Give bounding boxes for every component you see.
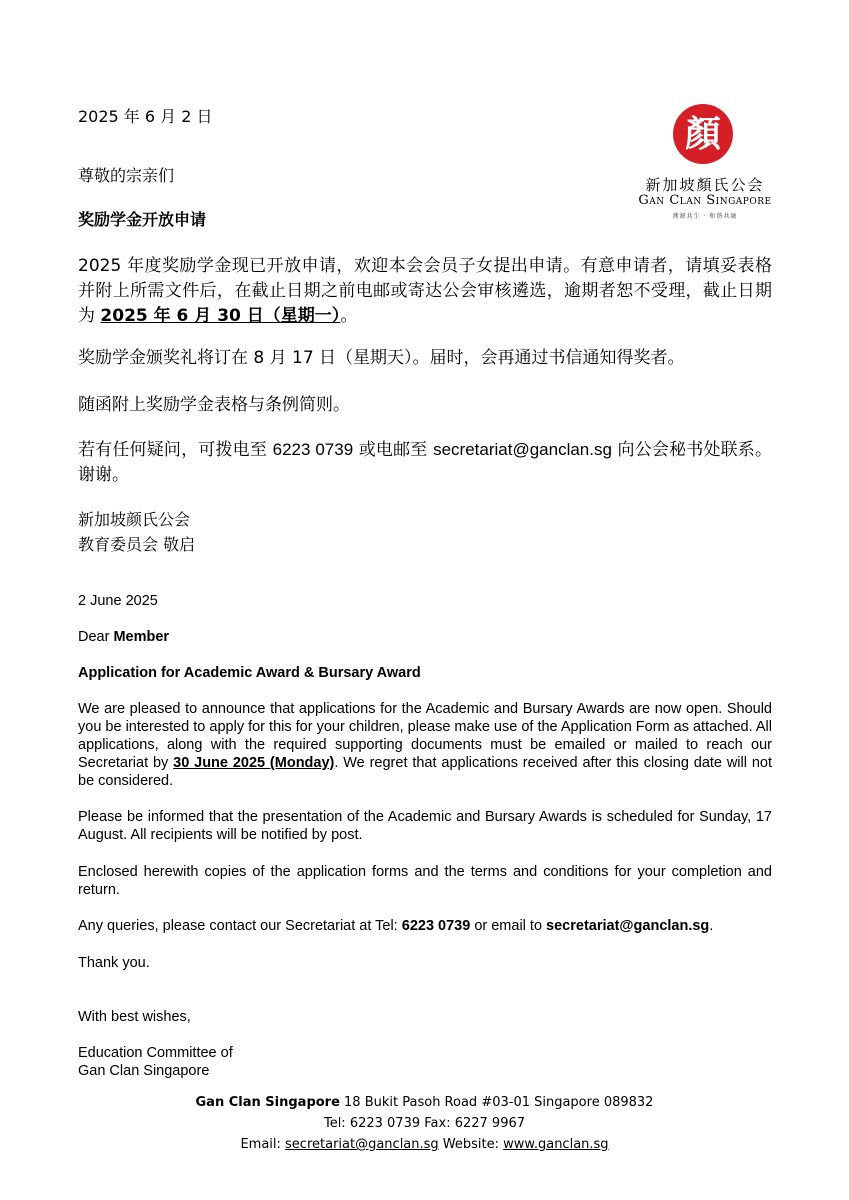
en-paragraph-3: Enclosed herewith copies of the application forms and the terms and conditions for your completion and return. [78,864,772,898]
footer [0,1092,849,1155]
cn-email: secretariat@ganclan.sg [433,440,612,459]
en-p4-a: Any queries, please contact our Secretariat at Tel: [78,918,402,934]
footer-email-label: Email: [240,1137,286,1152]
cn-paragraph-3: 随函附上奖励学金表格与条例简则。 [78,395,350,415]
cn-p1-end: 。 [340,306,358,326]
en-dear: Dear [78,629,114,645]
logo-motto: 溯源共生 · 和谐共融 [672,213,738,220]
cn-p4-c: 向公会秘书处联系。谢谢。 [78,440,772,485]
cn-signature-committee: 教育委员会 敬启 [78,535,196,554]
en-p1-text: We are pleased to announce that applications for the Academic and Bursary Awards are now open. Should you be interested to apply for this for your children, please make use of the Application Form as attached. All applications, along with the required supporting documents must be emailed or mailed to reach our Secretariat by [78,701,772,771]
cn-date: 2025 年 6 月 2 日 [78,107,213,126]
cn-p4-b: 或电邮至 [353,440,434,460]
cn-signature-org: 新加坡颜氏公会 [78,510,191,529]
footer-address: 18 Bukit Pasoh Road #03-01 Singapore 089832 [339,1095,654,1110]
en-subject: Application for Academic Award & Bursary Award [78,665,421,681]
footer-contact-line [0,1134,849,1155]
footer-tel-fax: Tel: 6223 0739 Fax: 6227 9967 [323,1116,526,1131]
logo-seal [673,104,733,164]
en-dear-member: Member [113,629,170,645]
logo-name-cn: 新加坡顏氏公会 [645,176,765,194]
en-tel: 6223 0739 [401,918,471,934]
footer-org: Gan Clan Singapore [195,1095,340,1110]
en-paragraph-1 [78,700,772,790]
cn-paragraph-1 [78,254,772,329]
cn-paragraph-4 [78,437,772,488]
cn-tel: 6223 0739 [272,440,354,459]
cn-subject: 奖励学金开放申请 [78,210,207,229]
en-p1-end: . We regret that applications received after this closing date will not be considered. [78,755,772,789]
en-p4-c: . [709,918,714,934]
en-deadline: 30 June 2025 (Monday) [173,755,335,771]
cn-p1-text: 2025 年度奖励学金现已开放申请，欢迎本会会员子女提出申请。有意申请者，请填妥表格并附上所需文件后，在截止日期之前电邮或寄达公会审核遴选，逾期者恕不受理，截止日期为 [78,256,772,326]
footer-website-link[interactable]: www.ganclan.sg [503,1137,609,1152]
cn-deadline: 2025 年 6 月 30 日（星期一） [100,306,341,326]
en-signature-committee: Education Committee of [78,1045,233,1061]
en-date: 2 June 2025 [78,593,158,609]
en-paragraph-2: Please be informed that the presentation of the Academic and Bursary Awards is scheduled for Sunday, 17 August. All recipients will be notified by post. [78,809,772,843]
footer-address-line [0,1092,849,1113]
footer-website-label: Website: [438,1137,504,1152]
en-signature-org: Gan Clan Singapore [78,1063,210,1079]
cn-paragraph-2: 奖励学金颁奖礼将订在 8 月 17 日（星期天）。届时，会再通过书信通知得奖者。 [78,348,685,368]
footer-email-link[interactable]: secretariat@ganclan.sg [285,1137,439,1152]
cn-greeting: 尊敬的宗亲们 [78,166,175,185]
logo [630,104,780,224]
en-wishes: With best wishes, [78,1009,191,1025]
en-thanks: Thank you. [78,955,150,971]
cn-p4-a: 若有任何疑问，可拨电至 [78,440,273,460]
en-p4-b: or email to [470,918,547,934]
en-email: secretariat@ganclan.sg [546,918,710,934]
en-paragraph-4 [78,917,772,935]
logo-seal-char: 顏 [684,113,721,155]
en-greeting [78,628,169,646]
logo-name-en: Gan Clan Singapore [638,193,772,208]
